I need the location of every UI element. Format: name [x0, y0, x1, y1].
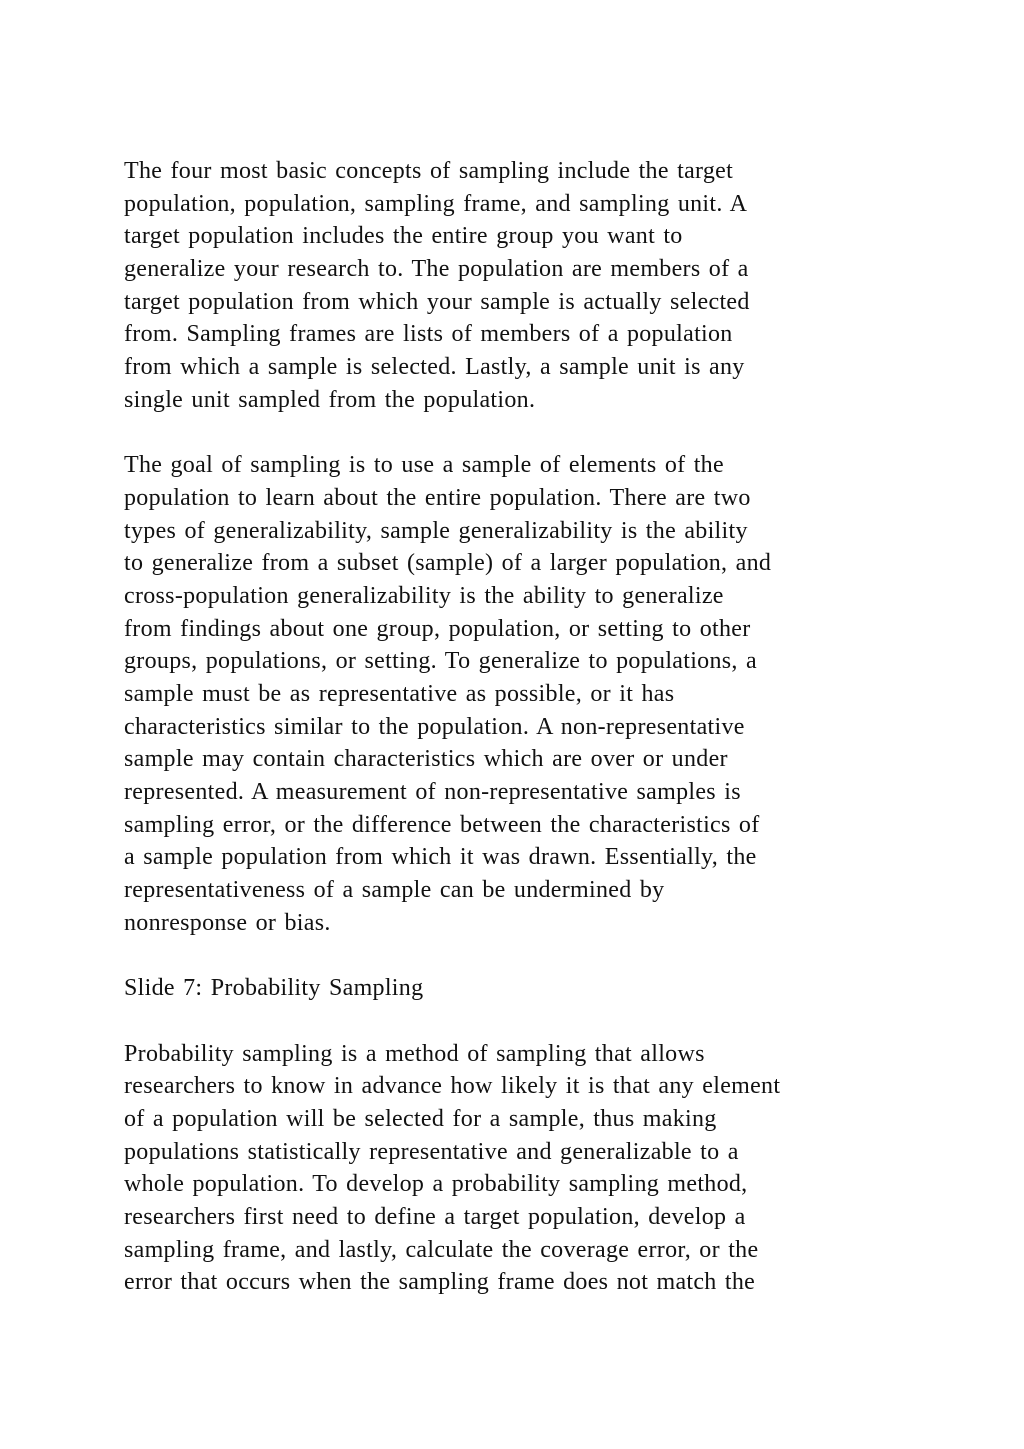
- paragraph-sampling-concepts: [124, 155, 904, 417]
- text-line: sampling frame, and lastly, calculate the coverage error, or the: [124, 1236, 759, 1263]
- text-line: whole population. To develop a probability sampling method,: [124, 1171, 748, 1198]
- text-line: sample may contain characteristics which are over or under: [124, 746, 728, 773]
- text-line: to generalize from a subset (sample) of a larger population, and: [124, 550, 772, 577]
- text-line: represented. A measurement of non-representative samples is: [124, 779, 741, 806]
- text-line: error that occurs when the sampling frame does not match the: [124, 1269, 756, 1296]
- text-line: The four most basic concepts of sampling include the target: [124, 158, 734, 184]
- text-line: groups, populations, or setting. To generalize to populations, a: [124, 648, 757, 675]
- text-line: representativeness of a sample can be undermined by: [124, 877, 665, 904]
- text-line: sample must be as representative as possible, or it has: [124, 681, 675, 707]
- section-heading-slide-7: [124, 972, 904, 1005]
- paragraph-probability-sampling: [124, 1038, 904, 1300]
- text-line: The goal of sampling is to use a sample of elements of the: [124, 452, 724, 479]
- text-line: nonresponse or bias.: [124, 909, 331, 936]
- text-line: single unit sampled from the population.: [124, 386, 536, 413]
- text-line: a sample population from which it was drawn. Essentially, the: [124, 844, 757, 871]
- text-line: target population includes the entire group you want to: [124, 223, 683, 250]
- text-line: generalize your research to. The population are members of a: [124, 256, 749, 283]
- text-line: researchers first need to define a target population, develop a: [124, 1204, 746, 1230]
- heading-line: Slide 7: Probability Sampling: [124, 975, 424, 1002]
- text-line: types of generalizability, sample generalizability is the ability: [124, 517, 748, 544]
- text-line: from. Sampling frames are lists of members of a population: [124, 321, 733, 348]
- text-line: population, population, sampling frame, and sampling unit. A: [124, 190, 748, 217]
- text-line: populations statistically representative and generalizable to a: [124, 1138, 739, 1165]
- text-line: target population from which your sample is actually selected: [124, 288, 750, 315]
- text-line: sampling error, or the difference between the characteristics of: [124, 811, 760, 838]
- text-line: cross-population generalizability is the ability to generalize: [124, 582, 724, 609]
- paragraph-sampling-goal: [124, 449, 904, 939]
- text-line: from which a sample is selected. Lastly, a sample unit is any: [124, 354, 745, 381]
- text-line: of a population will be selected for a sample, thus making: [124, 1105, 717, 1132]
- text-line: characteristics similar to the population. A non-representative: [124, 713, 745, 740]
- text-line: Probability sampling is a method of sampling that allows: [124, 1040, 705, 1067]
- text-line: population to learn about the entire population. There are two: [124, 484, 751, 511]
- text-line: researchers to know in advance how likely it is that any element: [124, 1073, 781, 1100]
- text-line: from findings about one group, population, or setting to other: [124, 615, 751, 642]
- document-body: [124, 155, 904, 1332]
